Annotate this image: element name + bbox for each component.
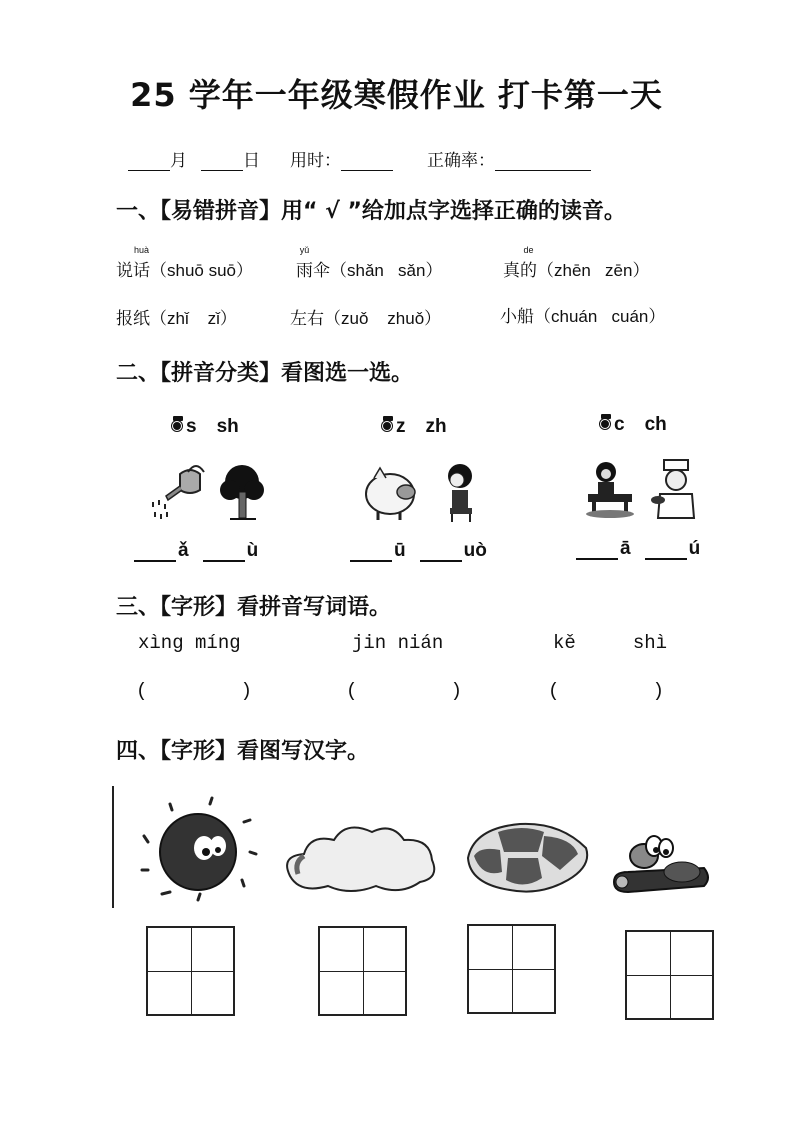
speaker-icon[interactable] [172, 416, 184, 430]
pinyin-options[interactable]: （chuán cuán） [534, 307, 666, 326]
pinyin-prompt: xìng míng [138, 632, 241, 654]
dotted-char: de 的 [520, 245, 537, 281]
time-label: 用时： [290, 151, 341, 171]
pinyin-options[interactable]: （zhēn zēn） [537, 261, 650, 280]
margin-line [112, 786, 114, 908]
initial-blank[interactable] [134, 540, 176, 562]
time-blank[interactable] [341, 152, 393, 171]
pinyin-prompt: jin nián [352, 632, 444, 654]
pinyin-options[interactable]: （zuǒ zhuǒ） [324, 309, 442, 328]
pinyin-prompt: kě shì [553, 632, 668, 654]
word-char: 说 [116, 261, 133, 281]
word-char: 右 [307, 309, 324, 329]
pinyin-options[interactable]: （shǎn sǎn） [330, 261, 443, 280]
initial-options: z zh [382, 416, 447, 438]
initial-blank[interactable] [203, 540, 245, 562]
meta-line [128, 146, 591, 171]
word-char: 小 [500, 307, 517, 327]
snail-picture [608, 820, 712, 900]
writing-grid[interactable] [146, 926, 235, 1016]
girl-at-table-picture [584, 458, 636, 520]
speaker-icon[interactable] [600, 414, 612, 428]
pig-picture [360, 464, 422, 522]
word-char: 伞 [313, 261, 330, 281]
initial-blank[interactable] [350, 540, 392, 562]
answer-parentheses[interactable]: ( ) [548, 680, 664, 702]
word-char: 报 [116, 309, 133, 329]
fill-initial: ǎ ù [134, 540, 258, 562]
day-blank[interactable] [201, 152, 243, 171]
answer-parentheses[interactable]: ( ) [136, 680, 252, 702]
speaker-icon[interactable] [382, 416, 394, 430]
watering-can-picture [148, 462, 208, 522]
month-blank[interactable] [128, 152, 170, 171]
fill-initial: ā ú [576, 538, 700, 560]
page-title: 25 学年一年级寒假作业 打卡第一天 [130, 76, 663, 114]
word-char: 左 [290, 309, 307, 329]
chef-picture [648, 458, 698, 520]
initial-options: s sh [172, 416, 239, 438]
word-char: 纸 [133, 309, 150, 329]
pinyin-choice-item[interactable] [296, 245, 443, 281]
initial-blank[interactable] [645, 538, 687, 560]
section1-heading: 一、【易错拼音】用“ √ ”给加点字选择正确的读音。 [116, 199, 626, 224]
pinyin-options[interactable]: （shuō suō） [150, 261, 253, 280]
writing-grid[interactable] [467, 924, 556, 1014]
cloud-picture [280, 816, 440, 896]
writing-grid[interactable] [318, 926, 407, 1016]
answer-parentheses[interactable]: ( ) [346, 680, 462, 702]
day-label: 日 [243, 151, 260, 171]
pinyin-choice-item[interactable] [500, 302, 665, 327]
turtle-shell-picture [460, 818, 592, 896]
pinyin-options[interactable]: （zhǐ zǐ） [150, 309, 237, 328]
month-label: 月 [170, 151, 187, 171]
writing-grid[interactable] [625, 930, 714, 1020]
fill-initial: ū uò [350, 540, 487, 562]
accuracy-blank[interactable] [495, 152, 591, 171]
dotted-char: huà 话 [133, 245, 150, 281]
pinyin-choice-item[interactable] [116, 304, 237, 329]
section2-heading: 二、【拼音分类】看图选一选。 [116, 361, 414, 386]
word-char: 真 [503, 261, 520, 281]
word-char: 船 [517, 307, 534, 327]
pinyin-choice-item[interactable] [116, 245, 253, 281]
accuracy-label: 正确率： [427, 151, 495, 171]
dotted-char: yǔ 雨 [296, 245, 313, 281]
pinyin-choice-item[interactable] [503, 245, 650, 281]
section4-heading: 四、【字形】看图写汉字。 [116, 739, 370, 764]
initial-blank[interactable] [576, 538, 618, 560]
section3-heading: 三、【字形】看拼音写词语。 [116, 595, 392, 620]
sun-picture [138, 796, 258, 906]
initial-options: c ch [600, 414, 667, 436]
pinyin-choice-item[interactable] [290, 304, 441, 329]
child-sitting-picture [440, 462, 480, 524]
initial-blank[interactable] [420, 540, 462, 562]
tree-picture [220, 462, 265, 522]
